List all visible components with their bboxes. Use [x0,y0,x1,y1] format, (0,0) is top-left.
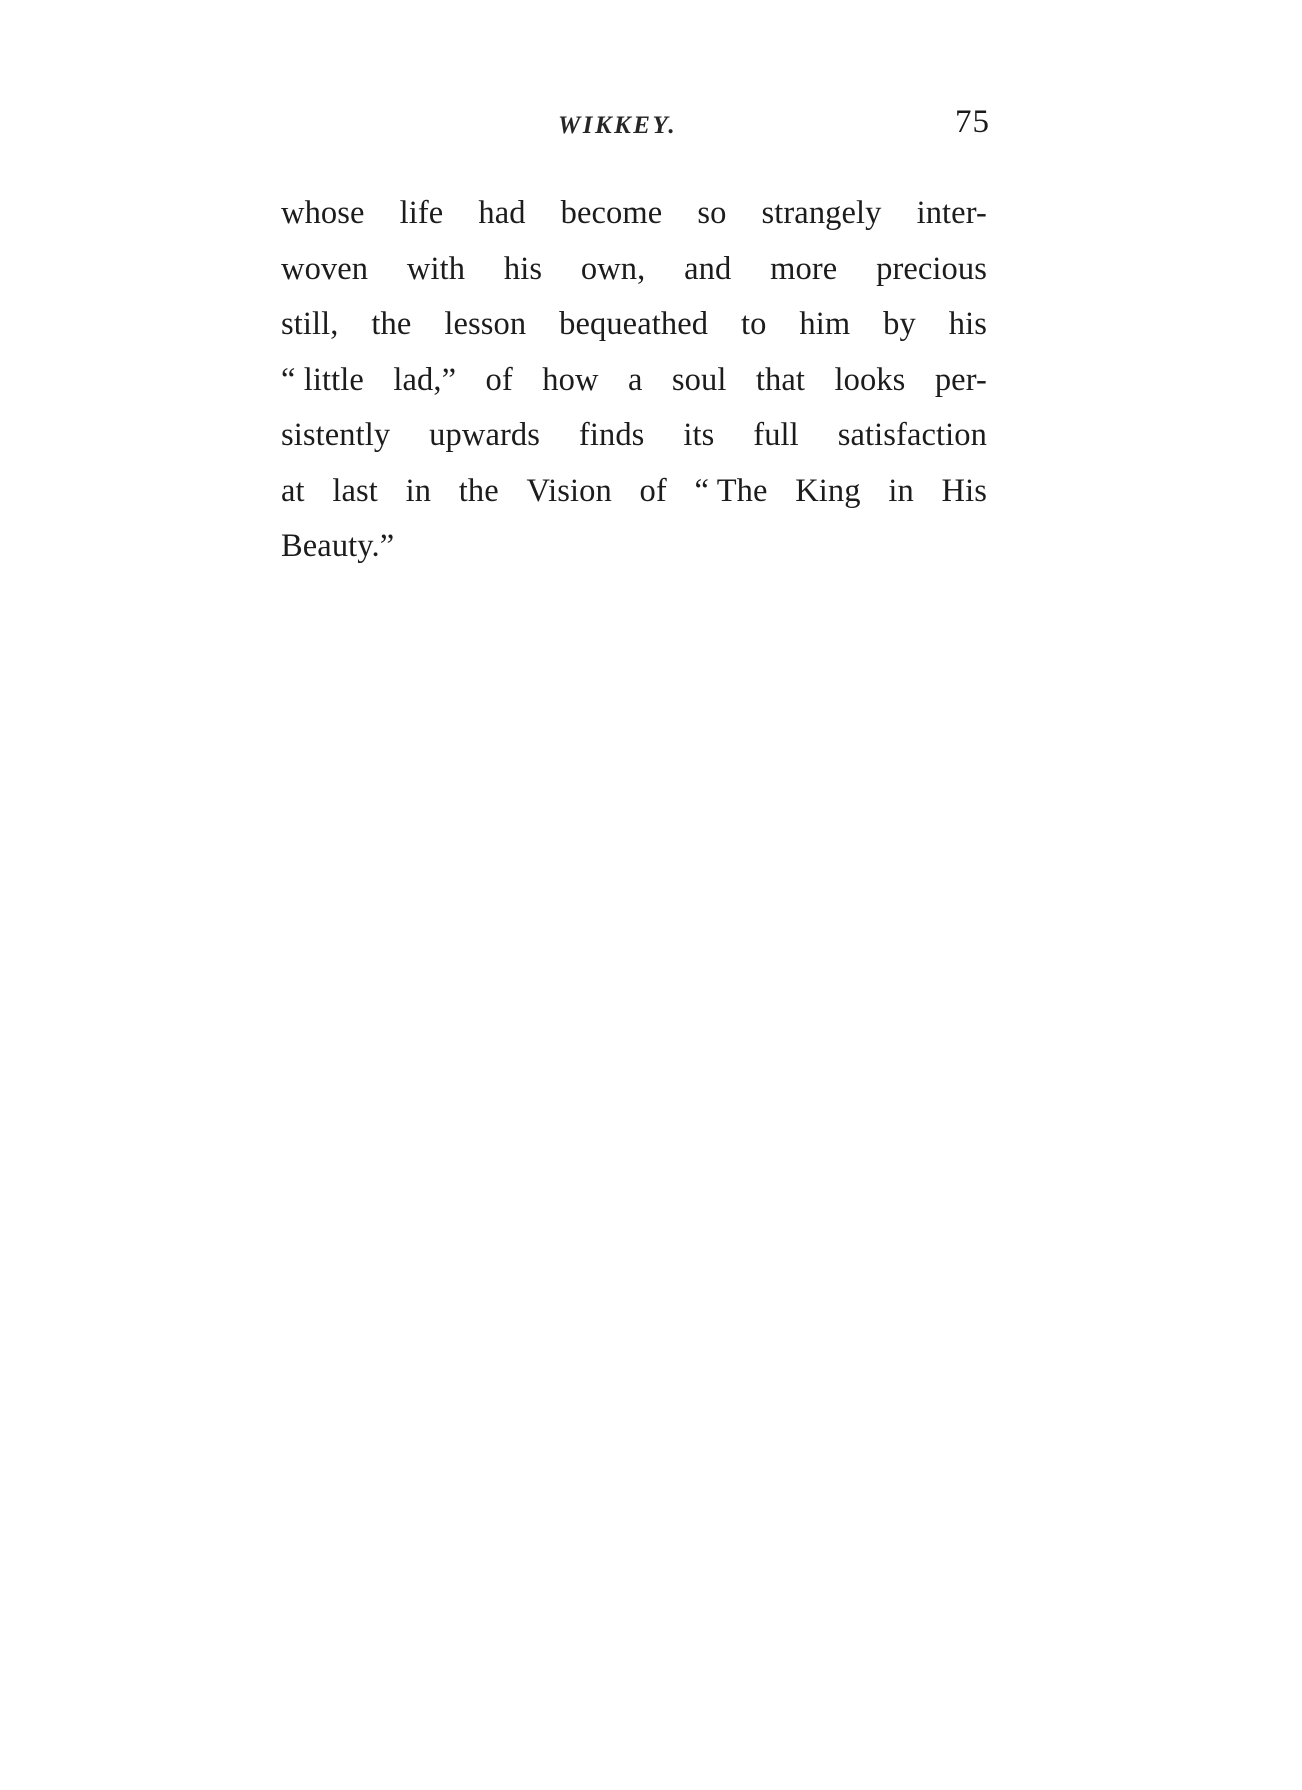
word: inter- [916,195,987,231]
word: how [542,361,599,398]
word: and [684,250,732,287]
word: so [697,195,727,231]
word: his [503,250,543,287]
word: the [458,472,499,509]
word: in [888,472,914,509]
word: precious [876,250,987,287]
word: life [399,195,444,231]
word: “ The [694,472,768,509]
text-line [281,297,987,353]
word: looks [834,361,906,398]
word: upwards [429,417,540,453]
word: “ little [281,361,364,398]
word: by [883,306,916,342]
word: woven [281,250,369,287]
word: of [639,472,667,509]
text-line [281,353,987,409]
text-line: Beauty.” [281,528,395,564]
word: Vision [526,472,612,509]
word: in [405,472,432,509]
word: had [478,195,526,231]
word: His [941,472,987,509]
word: lesson [444,306,527,342]
word: with [406,250,466,287]
body-paragraph [281,186,987,575]
word: a [627,361,643,398]
word: own, [580,250,646,287]
text-line [281,408,987,464]
word: his [948,306,987,342]
word: full [753,417,799,453]
running-head: WIKKEY. [558,112,678,139]
word: at [281,472,305,509]
word: King [795,472,861,509]
blank-page-area [281,580,987,1680]
word: sistently [281,417,391,453]
word: strangely [761,195,882,231]
page-number: 75 [955,104,990,140]
word: to [740,306,767,342]
word: of [485,361,513,398]
word: whose [281,195,365,231]
word: the [371,306,412,342]
page-header [278,104,990,152]
word: become [560,195,663,231]
word: bequeathed [559,306,709,342]
word: finds [578,417,645,453]
word: last [332,472,378,509]
word: still, [281,306,339,342]
text-line [281,464,987,520]
word: soul [671,361,727,398]
text-line [281,186,987,242]
word: him [799,306,851,342]
word: lad,” [393,361,457,398]
word: that [755,361,806,398]
word: more [770,250,838,287]
word: its [683,417,715,453]
text-line [281,242,987,298]
word: satisfaction [837,417,987,453]
word: per- [934,361,987,398]
